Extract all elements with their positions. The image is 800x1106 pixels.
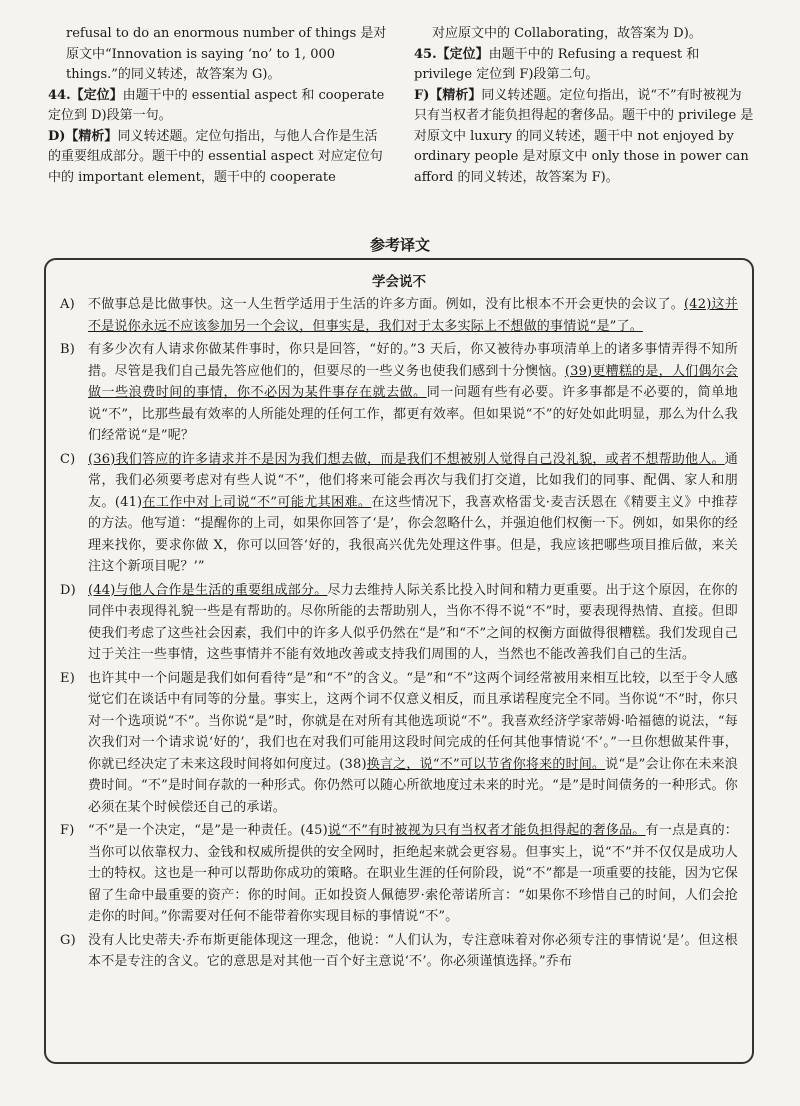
explanation-block [414, 45, 754, 86]
paragraph-label: B) [60, 342, 76, 357]
translation-paragraphs [60, 294, 738, 973]
translation-paragraph [60, 449, 738, 578]
paragraph-segment: 不做事总是比做事快。这一人生哲学适用于生活的许多方面。例如，没有比根本不开会更快的会议了。 [88, 297, 685, 312]
answer-explanations [48, 24, 754, 188]
paragraph-label: D) [60, 582, 76, 598]
paragraph-label: F) [60, 823, 75, 838]
explanation-tag: 44.【定位】 [48, 87, 123, 103]
paragraph-text [88, 668, 738, 819]
explanation-block [414, 86, 754, 189]
paragraph-segment: 通常，我们必须要考虑对有些人说“不”，他们将来可能会再次与我们打交道，比如我们的同事、配偶、家人和朋友。(41) [88, 451, 738, 510]
paragraph-segment: 没有人比史蒂夫·乔布斯更能体现这一理念，他说：“人们认为，专注意味着对你必须专注的事情说‘是’。但这根本不是专注的含义。它的意思是对其他一百个好主意说‘不’。你必须谨慎选择。”乔布 [88, 932, 738, 969]
paragraph-text [88, 449, 738, 578]
translation-box [44, 258, 754, 1064]
translation-paragraph [60, 930, 738, 973]
answer-key-sentence: (39)更糟糕的是，人们偶尔会做一些浪费时间的事情，你不必因为某件事存在就去做。 [88, 363, 739, 400]
paragraph-label: C) [60, 451, 76, 467]
explanation-block [48, 24, 388, 86]
explanation-block [48, 86, 388, 127]
answer-key-sentence: 说“不”有时被视为只有当权者才能负担得起的奢侈品。 [327, 823, 646, 838]
paragraph-segment: 尽力去维持人际关系比投入时间和精力更重要。出于这个原因，在你的同伴中表现得礼貌一些是有帮助的。尽你所能的去帮助别人，当你不得不说“不”时，要表现得热情、直接。但即使我们考虑了这些社会因素，我们中的许多人似乎仍然在“是”和“不”之间的权衡方面做得很糟糕。我们发现自己过于关注一些事情，这些事情并不能有效地改善或支持我们周围的人，当然也不能改善我们自己的生活。 [88, 582, 738, 662]
translation-paragraph [60, 339, 738, 447]
translation-paragraph [60, 580, 738, 666]
answer-key-sentence: (44)与他人合作是生活的重要组成部分。 [88, 582, 328, 598]
explanation-text: refusal to do an enormous number of things 是对原文中“Innovation is saying ‘no’ to 1, 000 things.”的同义转述，故答案为 G)。 [66, 26, 387, 82]
paragraph-text [88, 339, 738, 447]
explanation-tag: D)【精析】 [48, 128, 118, 144]
translation-title: 学会说不 [372, 274, 426, 290]
paragraph-text [88, 820, 738, 928]
explanation-block [48, 127, 388, 189]
explanation-text: 由题干中的 Refusing a request 和 privilege 定位到 F)段第二句。 [414, 46, 700, 82]
explanation-block [414, 24, 754, 45]
explanation-text: 由题干中的 essential aspect 和 cooperate 定位到 D)段第一句。 [48, 87, 385, 123]
explanation-text: 同义转述题。定位句指出，与他人合作是生活的重要组成部分。题干中的 essential aspect 对应定位句中的 important element，题干中的 cooperate [48, 128, 383, 185]
paragraph-segment: 同一问题有些有必要。许多事都是不必要的，简单地说“不”，比那些最有效率的人所能处理的任何工作，都更有效率。但如果说“不”的好处如此明显，那么为什么我们经常说“是”呢？ [88, 385, 738, 443]
paragraph-label: A) [60, 297, 75, 312]
paragraph-segment: 也许其中一个问题是我们如何看待“是”和“不”的含义。“是”和“不”这两个词经常被用来相互比较，以至于令人感觉它们在谈话中有同等的分量。事实上，这两个词不仅意义相反，而且承诺程度完全不同。当你说“不”时，你只对一个选项说“不”。当你说“是”时，你就是在对所有其他选项说“不”。我喜欢经济学家蒂姆·哈福德的说法，“每次我们对一个请求说‘好的’，我们也在对我们可能用这段时间完成的任何其他事情说‘不’。”一旦你想做某件事，你就已经决定了未来这段时间将如何度过。(38) [88, 670, 738, 772]
translation-paragraph [60, 820, 738, 928]
translation-paragraph [60, 294, 738, 337]
explanation-column-right [414, 24, 754, 188]
answer-key-sentence: (36)我们答应的许多请求并不是因为我们想去做，而是我们不想被别人觉得自己没礼貌，或者不想帮助他人。 [88, 451, 725, 467]
explanation-text: 对应原文中的 Collaborating，故答案为 D)。 [432, 26, 702, 41]
paragraph-segment: 说“是”会让你在未来浪费时间。“不”是时间存款的一种形式。你仍然可以随心所欲地度过未来的时光。“是”是时间债务的一种形式。你必须在某个时候偿还自己的承诺。 [88, 756, 738, 815]
paragraph-text [88, 930, 738, 973]
paragraph-label: G) [60, 932, 76, 948]
paragraph-segment: “不”是一个决定，“是”是一种责任。(45) [88, 823, 328, 838]
explanation-text: 同义转述题。定位句指出，说“不”有时被视为只有当权者才能负担得起的奢侈品。题干中的 privilege 是对原文中 luxury 的同义转述，题干中 not enjoyed by ordinary people 是对原文中 only those in power can afford 的同义转述，故答案为 F)。 [414, 87, 754, 185]
paragraph-text [88, 294, 738, 337]
explanation-column-left [48, 24, 388, 188]
explanation-tag: F)【精析】 [414, 87, 482, 103]
translation-paragraph [60, 668, 738, 819]
answer-key-sentence: 换言之，说“不”可以节省你将来的时间。 [366, 756, 606, 772]
section-heading: 参考译文 [369, 236, 430, 254]
paragraph-segment: 有一点是真的：当你可以依靠权力、金钱和权威所提供的安全网时，拒绝起来就会更容易。但事实上，说“不”并不仅仅是成功人士的特权。这也是一种可以帮助你成功的策略。在职业生涯的任何阶段，说“不”都是一项重要的技能，因为它保留了生命中最重要的资产：你的时间。正如投资人佩德罗·索伦蒂诺所言：“如果你不珍惜自己的时间，人们会抢走你的时间。”你需要对任何不能带着你实现目标的事情说“不”。 [88, 823, 739, 924]
paragraph-segment: 有多少次有人请求你做某件事时，你只是回答，“好的。”3 天后，你又被待办事项清单上的诸多事情弄得不知所措。尽管是我们自己最先答应他们的，但要尽的一些义务也使我们感到十分懊恼。 [88, 342, 738, 379]
explanation-tag: 45.【定位】 [414, 46, 489, 62]
paragraph-text [88, 580, 738, 666]
answer-key-sentence: (42)这并不是说你永远不应该参加另一个会议，但事实是，我们对于太多实际上不想做的事情说“是”了。 [88, 297, 738, 334]
paragraph-label: E) [60, 670, 75, 686]
answer-key-sentence: 在工作中对上司说“不”可能尤其困难。 [142, 494, 372, 510]
paragraph-segment: 在这些情况下，我喜欢格雷戈·麦吉沃恩在《精要主义》中推荐的方法。他写道：“提醒你的上司，如果你回答了‘是’，你会忽略什么，并强迫他们权衡一下。例如，如果你的经理来找你，要求你做 X，你可以回答‘好的，我很高兴优先处理这件事。但是，我应该把哪些项目推后做，来关注这个新项目呢？’” [88, 494, 738, 574]
